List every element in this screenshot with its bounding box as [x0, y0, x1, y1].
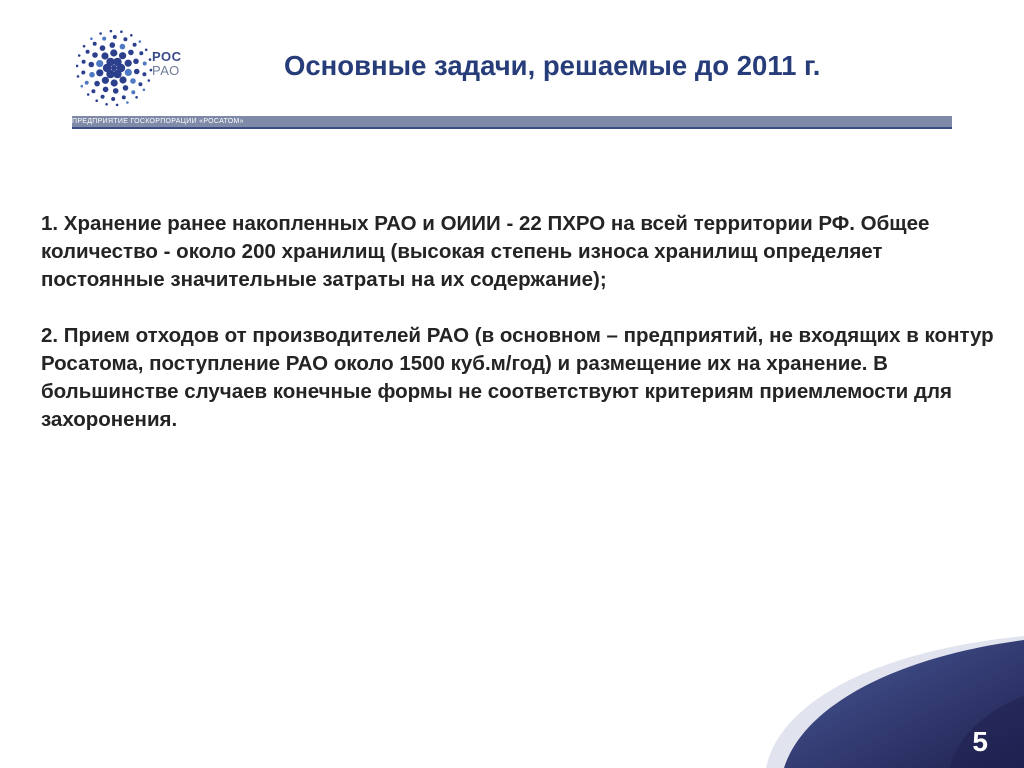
logo-line-1: РОС	[152, 49, 182, 64]
logo-dot	[113, 58, 121, 66]
logo-dot	[131, 90, 135, 94]
logo-dot	[101, 95, 105, 99]
task-item-2: 2. Прием отходов от производителей РАО (в основном – предприятий, не входящих в контур Росатома, поступление РАО около 1500 куб.м/год) и размещение их на хранение. В большинстве случаев конечные формы не соответствуют критериям приемлемости для захоронения.	[41, 324, 994, 431]
logo-dot	[110, 42, 116, 48]
logo-dot	[135, 96, 138, 99]
logo-dot	[125, 69, 132, 76]
logo-dot	[113, 88, 119, 94]
logo-dot	[119, 52, 126, 59]
logo-dot	[142, 72, 146, 76]
logo-dot	[110, 49, 117, 56]
logo-dot	[122, 95, 126, 99]
logo-dot	[111, 79, 118, 86]
logo-dot	[111, 65, 117, 71]
logo-dot	[93, 42, 97, 46]
logo-dot	[126, 101, 129, 104]
logo-dot	[94, 81, 100, 87]
logo-dot	[102, 77, 109, 84]
logo-dot	[89, 72, 95, 78]
task-item-1: 1. Хранение ранее накопленных РАО и ОИИИ - 22 ПХРО на всей территории РФ. Общее количество - около 200 хранилищ (высокая степень износа хранилищ определяет постоянные значительные затраты на их содержание);	[41, 212, 930, 291]
logo-dot	[123, 37, 127, 41]
logo-dot	[91, 89, 95, 93]
logo-dot	[148, 79, 151, 82]
logo-dot	[77, 75, 80, 78]
header-band	[72, 116, 952, 129]
logo-dot	[149, 58, 152, 61]
logo-dot	[139, 51, 143, 55]
logo-dot	[120, 30, 123, 33]
logo-dot	[86, 50, 90, 54]
logo-dot	[99, 32, 102, 35]
logo-dot	[100, 45, 106, 51]
logo-dot	[134, 69, 140, 75]
logo-dot	[139, 40, 142, 43]
logo-wordmark	[152, 50, 182, 78]
logo-dot	[85, 81, 89, 85]
logo-dot	[133, 43, 137, 47]
page-title: Основные задачи, решаемые до 2011 г.	[284, 50, 821, 81]
logo-dot	[90, 37, 93, 40]
logo-dot	[113, 35, 117, 39]
logo-dot	[101, 52, 108, 59]
logo-dot	[105, 103, 108, 106]
header-band-text: ПРЕДПРИЯТИЕ ГОСКОРПОРАЦИИ «РОСАТОМ»	[72, 118, 244, 125]
logo-dot	[95, 99, 98, 102]
logo-dot	[89, 62, 95, 68]
logo-dot	[83, 45, 86, 48]
logo-dot	[96, 69, 103, 76]
logo-dot	[143, 89, 146, 92]
logo-dot	[102, 37, 106, 41]
logo-dot	[143, 62, 147, 66]
logo-dot	[103, 87, 109, 93]
logo-dot	[138, 82, 142, 86]
logo-dot	[145, 49, 148, 52]
logo-dot	[125, 60, 132, 67]
logo-line-2: РАО	[152, 63, 180, 78]
logo-dot	[81, 71, 85, 75]
rosrao-logo	[76, 30, 206, 108]
logo-dot	[81, 85, 84, 88]
logo-dot	[123, 85, 129, 91]
logo-dot	[76, 65, 78, 68]
logo-dot	[130, 34, 133, 37]
logo-dot	[87, 93, 90, 96]
logo-dot	[120, 44, 126, 50]
page-number: 5	[972, 726, 988, 757]
logo-dot	[92, 52, 98, 58]
logo-dot	[128, 50, 134, 56]
logo-dot	[133, 59, 139, 65]
logo-dot	[119, 76, 126, 83]
logo-dot	[96, 60, 103, 67]
logo-dot	[111, 97, 115, 101]
slide-content	[41, 210, 1011, 434]
logo-dot	[116, 104, 119, 107]
logo-dot	[78, 54, 81, 57]
logo-dot	[130, 78, 136, 84]
logo-dot	[110, 30, 113, 32]
logo-dot	[82, 60, 86, 64]
